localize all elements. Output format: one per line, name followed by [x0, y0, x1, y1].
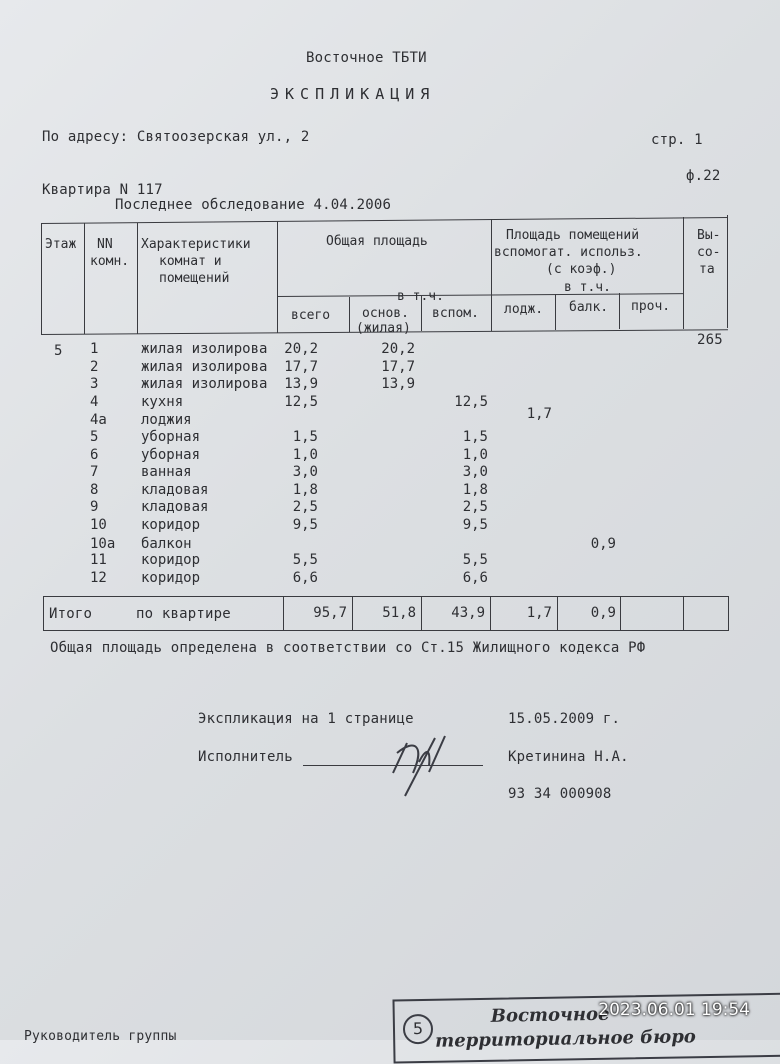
header-aux-area-2: вспомогат. использ.	[494, 245, 643, 260]
area-total: 9,5	[292, 517, 318, 533]
stamp-number: 5	[403, 1014, 434, 1045]
area-total: 1,8	[292, 481, 318, 498]
table-row	[0, 517, 780, 535]
stamp-text: Восточное	[490, 1003, 610, 1027]
area-loggia: 1,7	[526, 406, 552, 423]
total-label-apartment: по квартире	[136, 606, 231, 622]
area-total: 5,5	[292, 552, 318, 569]
header-aux-area-3: (с коэф.)	[546, 262, 617, 277]
area-living: 20,2	[381, 341, 415, 357]
area-total: 12,5	[284, 393, 318, 410]
table-row	[0, 341, 780, 359]
table-row	[0, 552, 780, 570]
header-all: всего	[291, 308, 331, 323]
area-aux: 6,6	[462, 569, 488, 586]
header-char-2: комнат и	[159, 254, 222, 269]
total-all: 95,7	[313, 605, 347, 621]
executor-name: Кретинина Н.А.	[508, 749, 629, 765]
area-total: 6,6	[292, 569, 318, 586]
area-total: 17,7	[284, 358, 318, 375]
room-type: кладовая	[141, 499, 209, 516]
room-type: жилая изолирова	[141, 358, 268, 375]
address: По адресу: Святоозерская ул., 2	[42, 129, 310, 145]
header-aux-area-1: Площадь помещений	[506, 228, 640, 243]
room-number: 6	[90, 446, 99, 463]
table-row	[0, 482, 780, 500]
area-living: 13,9	[381, 376, 415, 393]
height-value: 265	[697, 332, 723, 348]
total-main: 51,8	[382, 605, 416, 621]
header-char-1: Характеристики	[141, 237, 251, 252]
area-aux: 1,5	[462, 429, 488, 445]
room-type: кухня	[141, 393, 184, 410]
room-number: 8	[90, 481, 99, 498]
header-aux: вспом.	[432, 306, 479, 321]
form-code: ф.22	[686, 168, 721, 184]
area-total: 20,2	[284, 341, 318, 357]
registration-code: 93 34 000908	[508, 786, 612, 802]
table-row	[0, 536, 780, 554]
area-total: 1,0	[292, 446, 318, 463]
room-number: 7	[90, 464, 99, 481]
area-aux: 1,8	[462, 481, 488, 498]
area-aux: 2,5	[462, 499, 488, 516]
floor-value: 5	[54, 343, 63, 359]
table-row	[0, 406, 780, 430]
area-aux: 9,5	[462, 517, 488, 533]
document-date: 15.05.2009 г.	[508, 711, 621, 727]
room-type: кладовая	[141, 481, 209, 498]
area-total: 2,5	[292, 499, 318, 516]
room-type: ванная	[141, 464, 192, 481]
table-row	[0, 376, 780, 394]
header-total-area: Общая площадь	[326, 234, 428, 249]
header-char-3: помещений	[159, 271, 230, 286]
stamp-text-2: территориальное бюро	[435, 1026, 697, 1052]
area-total: 13,9	[284, 376, 318, 393]
header-height-3: та	[699, 262, 715, 277]
document-title: ЭКСПЛИКАЦИЯ	[270, 85, 436, 103]
header-other: проч.	[631, 299, 671, 314]
header-loggia: лодж.	[504, 302, 544, 317]
header-including: в т.ч.	[397, 289, 444, 304]
room-number: 10	[90, 517, 107, 533]
header-balcony: балк.	[569, 300, 609, 315]
room-number: 10а	[90, 535, 116, 552]
table-row	[0, 464, 780, 482]
area-balcony: 0,9	[590, 535, 616, 552]
table-row	[0, 429, 780, 447]
executor-label: Исполнитель	[198, 749, 293, 765]
area-aux: 3,0	[462, 464, 488, 481]
table-row	[0, 359, 780, 377]
total-label: Итого	[49, 606, 93, 622]
header-height-2: со-	[697, 245, 721, 260]
area-aux: 12,5	[454, 393, 488, 410]
total-aux: 43,9	[451, 605, 485, 621]
room-type: коридор	[141, 517, 201, 533]
page-count: Экспликация на 1 странице	[198, 711, 414, 727]
page-number: стр. 1	[651, 132, 703, 148]
room-type: коридор	[141, 569, 201, 586]
photo-timestamp: 2023.06.01 19:54	[598, 1000, 750, 1020]
table-row	[0, 447, 780, 465]
room-type: жилая изолирова	[141, 341, 268, 357]
signature	[385, 728, 465, 800]
header-main: основ.	[362, 306, 409, 321]
room-type: жилая изолирова	[141, 376, 268, 393]
room-number: 5	[90, 429, 99, 445]
table-row	[0, 499, 780, 517]
room-type: уборная	[141, 446, 201, 463]
org-name: Восточное ТБТИ	[306, 50, 427, 66]
area-aux: 1,0	[462, 446, 488, 463]
room-type: уборная	[141, 429, 201, 445]
area-total: 3,0	[292, 464, 318, 481]
room-number: 4а	[90, 412, 107, 429]
total-balcony: 0,9	[590, 605, 616, 621]
survey-date: Последнее обследование 4.04.2006	[115, 197, 392, 213]
legal-note: Общая площадь определена в соответствии со Ст.15 Жилищного кодекса РФ	[50, 640, 646, 656]
header-floor: Этаж	[45, 237, 77, 252]
header-including-2: в т.ч.	[564, 280, 611, 295]
area-aux: 5,5	[462, 552, 488, 569]
header-komn: комн.	[90, 254, 130, 269]
room-type: лоджия	[141, 412, 192, 429]
header-nn: NN	[97, 237, 113, 252]
group-head-label: Руководитель группы	[24, 1029, 177, 1044]
table-row	[0, 570, 780, 588]
table-row	[0, 394, 780, 412]
room-number: 1	[90, 341, 99, 357]
room-type: балкон	[141, 535, 192, 552]
room-number: 4	[90, 393, 99, 410]
room-type: коридор	[141, 552, 201, 569]
room-number: 11	[90, 552, 107, 569]
room-number: 12	[90, 569, 107, 586]
area-living: 17,7	[381, 358, 415, 375]
header-height-1: Вы-	[697, 228, 721, 243]
total-loggia: 1,7	[526, 605, 552, 621]
room-number: 2	[90, 358, 99, 375]
area-total: 1,5	[292, 429, 318, 445]
room-number: 9	[90, 499, 99, 516]
room-number: 3	[90, 376, 99, 393]
apartment-number: Квартира N 117	[42, 182, 163, 198]
header-main-living: (жилая)	[356, 321, 411, 336]
